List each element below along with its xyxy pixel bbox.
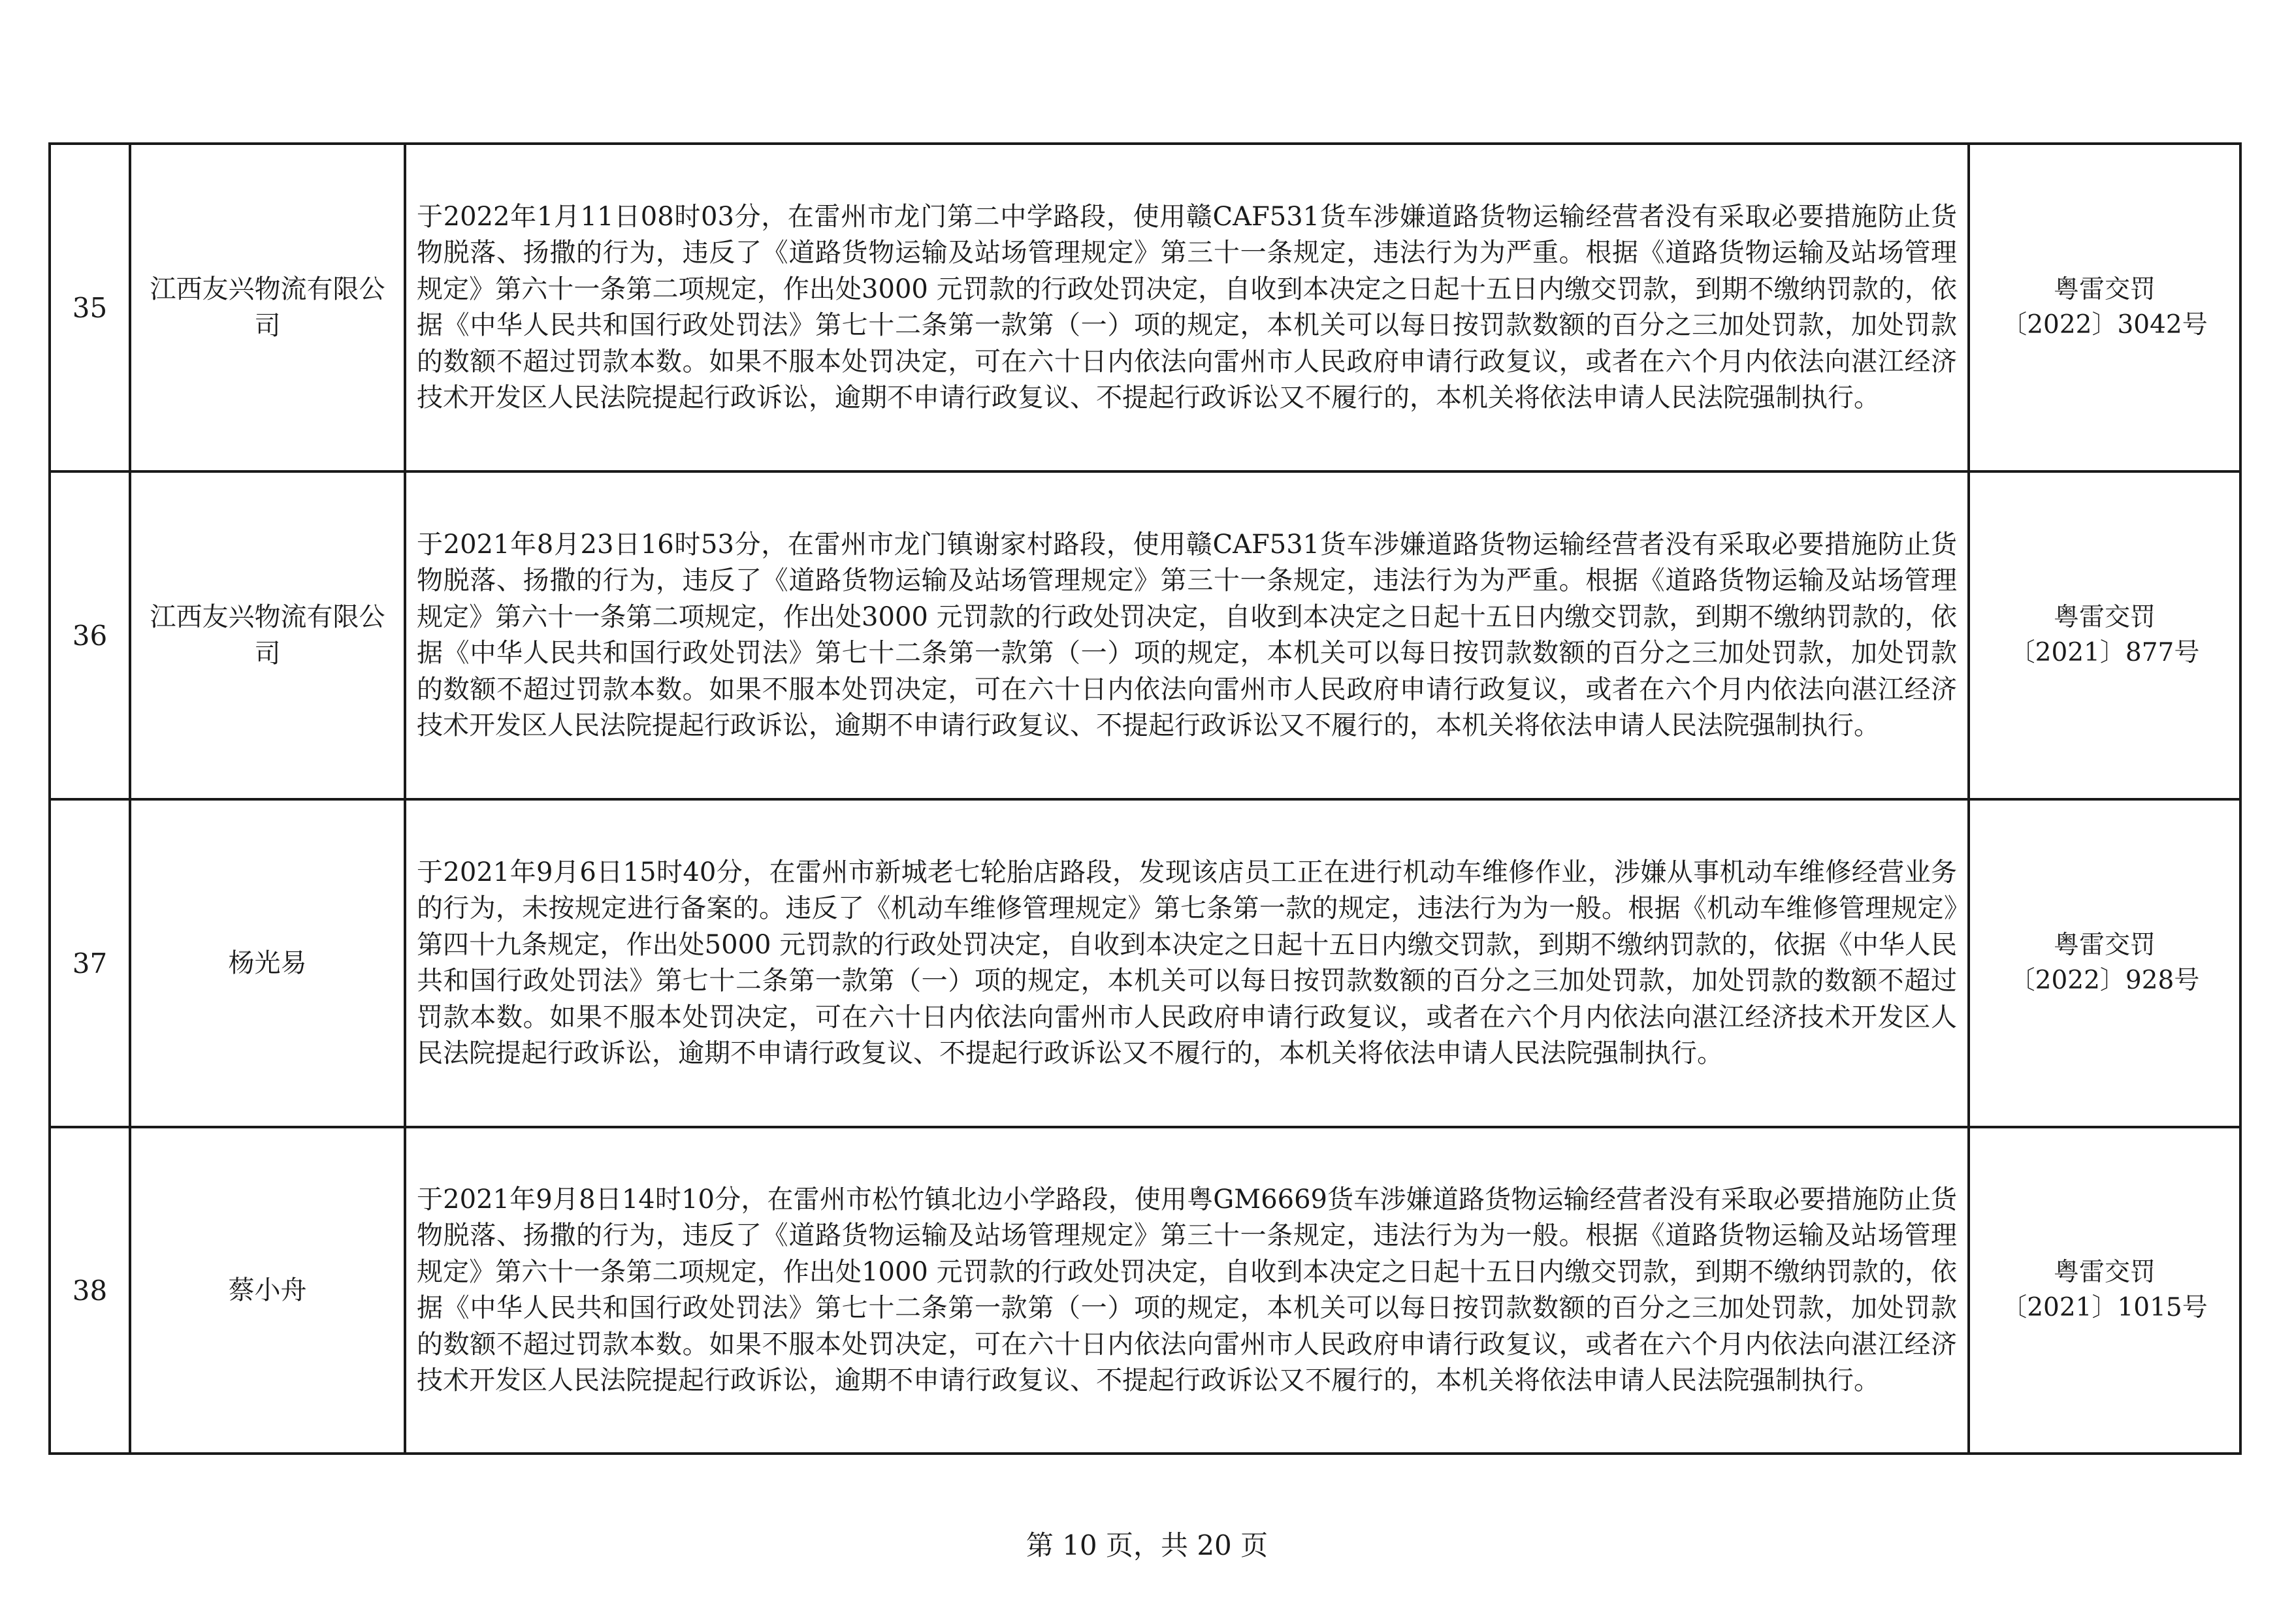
party-name: 蔡小舟 <box>130 1127 405 1454</box>
document-number <box>1969 1127 2240 1454</box>
page-footer <box>0 1524 2294 1563</box>
document-number-code: 〔2022〕928号 <box>2009 966 2200 995</box>
penalty-content: 于2022年1月11日08时03分，在雷州市龙门第二中学路段，使用赣CAF531货车涉嫌道路货物运输经营者没有采取必要措施防止货物脱落、扬撒的行为，违反了《道路货物运输及站场管理规定》第三十一条规定，违法行为为严重。根据《道路货物运输及站场管理规定》第六十一条第二项规定，作出处3000 元罚款的行政处罚决定，自收到本决定之日起十五日内缴交罚款，到期不缴纳罚款的，依据《中华人民共和国行政处罚法》第七十二条第一款第（一）项的规定，本机关可以每日按罚款数额的百分之三加处罚款，加处罚款的数额不超过罚款本数。如果不服本处罚决定，可在六十日内依法向雷州市人民政府申请行政复议，或者在六个月内依法向湛江经济技术开发区人民法院提起行政诉讼，逾期不申请行政复议、不提起行政诉讼又不履行的，本机关将依法申请人民法院强制执行。 <box>405 144 1969 471</box>
table-row <box>50 471 2240 799</box>
document-number <box>1969 799 2240 1127</box>
row-number: 35 <box>50 144 130 471</box>
document-number-prefix: 粤雷交罚 <box>2053 931 2156 960</box>
row-number: 36 <box>50 471 130 799</box>
penalty-content: 于2021年9月8日14时10分，在雷州市松竹镇北边小学路段，使用粤GM6669货车涉嫌道路货物运输经营者没有采取必要措施防止货物脱落、扬撒的行为，违反了《道路货物运输及站场管理规定》第三十一条规定，违法行为为一般。根据《道路货物运输及站场管理规定》第六十一条第二项规定，作出处1000 元罚款的行政处罚决定，自收到本决定之日起十五日内缴交罚款，到期不缴纳罚款的，依据《中华人民共和国行政处罚法》第七十二条第一款第（一）项的规定，本机关可以每日按罚款数额的百分之三加处罚款，加处罚款的数额不超过罚款本数。如果不服本处罚决定，可在六十日内依法向雷州市人民政府申请行政复议，或者在六个月内依法向湛江经济技术开发区人民法院提起行政诉讼，逾期不申请行政复议、不提起行政诉讼又不履行的，本机关将依法申请人民法院强制执行。 <box>405 1127 1969 1454</box>
row-number: 38 <box>50 1127 130 1454</box>
page-number-label: 第 10 页，共 20 页 <box>1026 1529 1268 1561</box>
document-number-prefix: 粤雷交罚 <box>2053 1258 2156 1287</box>
table-row <box>50 144 2240 471</box>
penalty-table <box>48 142 2242 1455</box>
row-number: 37 <box>50 799 130 1127</box>
table-row <box>50 799 2240 1127</box>
table-row <box>50 1127 2240 1454</box>
document-number-prefix: 粤雷交罚 <box>2053 603 2156 632</box>
document-number-code: 〔2021〕877号 <box>2009 638 2200 667</box>
document-number-code: 〔2022〕3042号 <box>2001 310 2208 340</box>
penalty-content: 于2021年9月6日15时40分，在雷州市新城老七轮胎店路段，发现该店员工正在进行机动车维修作业，涉嫌从事机动车维修经营业务的行为，未按规定进行备案的。违反了《机动车维修管理规定》第七条第一款的规定，违法行为为一般。根据《机动车维修管理规定》第四十九条规定，作出处5000 元罚款的行政处罚决定，自收到本决定之日起十五日内缴交罚款，到期不缴纳罚款的，依据《中华人民共和国行政处罚法》第七十二条第一款第（一）项的规定，本机关可以每日按罚款数额的百分之三加处罚款，加处罚款的数额不超过罚款本数。如果不服本处罚决定，可在六十日内依法向雷州市人民政府申请行政复议，或者在六个月内依法向湛江经济技术开发区人民法院提起行政诉讼，逾期不申请行政复议、不提起行政诉讼又不履行的，本机关将依法申请人民法院强制执行。 <box>405 799 1969 1127</box>
document-number <box>1969 144 2240 471</box>
party-name: 江西友兴物流有限公司 <box>130 144 405 471</box>
party-name: 江西友兴物流有限公司 <box>130 471 405 799</box>
document-number-code: 〔2021〕1015号 <box>2001 1293 2208 1322</box>
document-number-prefix: 粤雷交罚 <box>2053 275 2156 304</box>
party-name: 杨光易 <box>130 799 405 1127</box>
penalty-content: 于2021年8月23日16时53分，在雷州市龙门镇谢家村路段，使用赣CAF531货车涉嫌道路货物运输经营者没有采取必要措施防止货物脱落、扬撒的行为，违反了《道路货物运输及站场管理规定》第三十一条规定，违法行为为严重。根据《道路货物运输及站场管理规定》第六十一条第二项规定，作出处3000 元罚款的行政处罚决定，自收到本决定之日起十五日内缴交罚款，到期不缴纳罚款的，依据《中华人民共和国行政处罚法》第七十二条第一款第（一）项的规定，本机关可以每日按罚款数额的百分之三加处罚款，加处罚款的数额不超过罚款本数。如果不服本处罚决定，可在六十日内依法向雷州市人民政府申请行政复议，或者在六个月内依法向湛江经济技术开发区人民法院提起行政诉讼，逾期不申请行政复议、不提起行政诉讼又不履行的，本机关将依法申请人民法院强制执行。 <box>405 471 1969 799</box>
document-number <box>1969 471 2240 799</box>
